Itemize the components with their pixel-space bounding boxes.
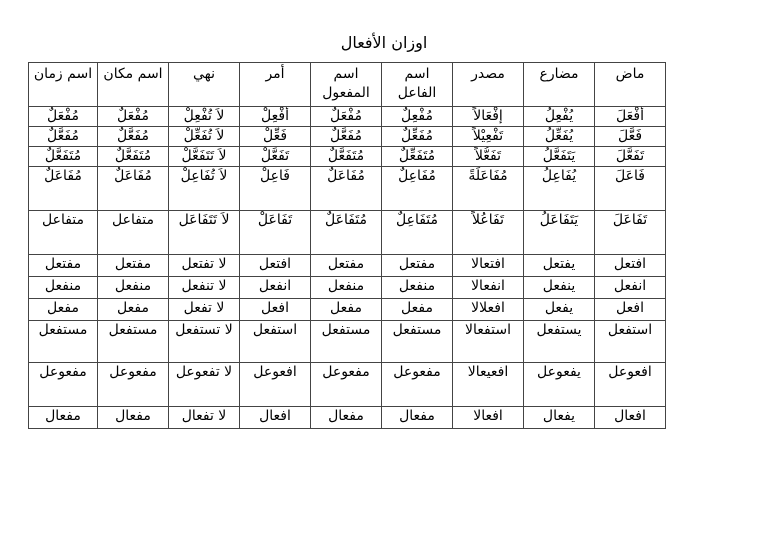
table-cell: مفعل [311, 299, 382, 321]
table-cell: يفتعل [524, 255, 595, 277]
table-header-row [29, 63, 666, 107]
table-cell: فَعَّلَ [595, 127, 666, 147]
table-cell: يَتَفَاعَلُ [524, 211, 595, 255]
table-cell: مُتَفَعَّلٌ [98, 147, 169, 167]
table-cell: لا تفعوعل [169, 363, 240, 407]
table-cell: افعالا [453, 407, 524, 429]
table-cell: لاَ تُفَاعِلْ [169, 167, 240, 211]
table-cell: مستفعل [382, 321, 453, 363]
table-cell: افعال [595, 407, 666, 429]
table-cell: افتعل [240, 255, 311, 277]
header-cell: اسم الفاعل [382, 63, 453, 107]
table-cell: فَعِّلْ [240, 127, 311, 147]
table-cell: تَفَاعَلَ [595, 211, 666, 255]
table-cell: انفعل [240, 277, 311, 299]
table-cell: مفعوعل [98, 363, 169, 407]
table-cell: مفعوعل [29, 363, 98, 407]
table-cell: افتعالا [453, 255, 524, 277]
table-cell: لا تفعل [169, 299, 240, 321]
table-cell: متفاعل [29, 211, 98, 255]
table-cell: انفعالا [453, 277, 524, 299]
table-cell: مُفَاعَلٌ [311, 167, 382, 211]
table-cell: مستفعل [29, 321, 98, 363]
table-cell: متفاعل [98, 211, 169, 255]
table-cell: مفعل [29, 299, 98, 321]
table-cell: افعل [240, 299, 311, 321]
table-cell: يُفَعِّلُ [524, 127, 595, 147]
table-cell: مفعل [382, 299, 453, 321]
table-cell: افعوعل [595, 363, 666, 407]
table-cell: مُفْعَلٌ [311, 107, 382, 127]
table-cell: مفتعل [98, 255, 169, 277]
table-cell: لاَ تَتَفَعَّلْ [169, 147, 240, 167]
table-cell: مُفْعَلٌ [29, 107, 98, 127]
table-cell: افتعل [595, 255, 666, 277]
table-cell: يُفَاعِلُ [524, 167, 595, 211]
table-cell: مفعال [98, 407, 169, 429]
table-cell: لاَ تَتَفَاعَل [169, 211, 240, 255]
table-cell: استفعل [240, 321, 311, 363]
table-cell: تَفَاعَلْ [240, 211, 311, 255]
table-row [29, 127, 666, 147]
table-cell: مفتعل [311, 255, 382, 277]
table-cell: مُفَعَّلٌ [98, 127, 169, 147]
header-cell: أمر [240, 63, 311, 107]
table-cell: مُتَفَاعِلٌ [382, 211, 453, 255]
table-cell: مفتعل [382, 255, 453, 277]
table-cell: مُفَاعَلٌ [98, 167, 169, 211]
table-cell: لا تفتعل [169, 255, 240, 277]
table-cell: يستفعل [524, 321, 595, 363]
table-cell: يُفْعِلُ [524, 107, 595, 127]
table-cell: مفعال [382, 407, 453, 429]
table-cell: يفعال [524, 407, 595, 429]
table-cell: افعلالا [453, 299, 524, 321]
table-cell: مفعال [29, 407, 98, 429]
table-cell: لا تفعال [169, 407, 240, 429]
table-cell: مفعوعل [382, 363, 453, 407]
table-cell: مُفَاعِلٌ [382, 167, 453, 211]
table-cell: مُتَفَعِّلٌ [382, 147, 453, 167]
table-cell: مُفَاعَلَةً [453, 167, 524, 211]
table-cell: أفْعَلَ [595, 107, 666, 127]
table-cell: منفعل [311, 277, 382, 299]
table-cell: مُتَفَعَّلٌ [29, 147, 98, 167]
table-cell: مستفعل [311, 321, 382, 363]
table-row [29, 299, 666, 321]
table-cell: تَفَعَّلَ [595, 147, 666, 167]
header-cell: مصدر [453, 63, 524, 107]
table-row [29, 363, 666, 407]
header-cell: ماض [595, 63, 666, 107]
verb-forms-table [28, 62, 666, 429]
table-row [29, 107, 666, 127]
header-cell: اسم المفعول [311, 63, 382, 107]
table-cell: تَفَعُّلاً [453, 147, 524, 167]
table-cell: استفعل [595, 321, 666, 363]
table-cell: مُفَاعَلٌ [29, 167, 98, 211]
table-cell: مُفَعَّلٌ [29, 127, 98, 147]
table-row [29, 321, 666, 363]
table-cell: يَتَفَعَّلُ [524, 147, 595, 167]
table-cell: مُفْعِلٌ [382, 107, 453, 127]
table-cell: استفعالا [453, 321, 524, 363]
table-row [29, 255, 666, 277]
table-cell: أفْعِلْ [240, 107, 311, 127]
table-cell: افعوعل [240, 363, 311, 407]
table-cell: تَفَعَّلْ [240, 147, 311, 167]
table-cell: مفعال [311, 407, 382, 429]
table-cell: مُفَعِّلٌ [382, 127, 453, 147]
header-cell: اسم زمان [29, 63, 98, 107]
table-cell: مُفَعَّلٌ [311, 127, 382, 147]
table-cell: ينفعل [524, 277, 595, 299]
table-cell: لا تنفعل [169, 277, 240, 299]
table-cell: تَفْعِيْلاً [453, 127, 524, 147]
table-cell: انفعل [595, 277, 666, 299]
table-cell: تَفَاعُلاً [453, 211, 524, 255]
table-cell: مُفْعَلٌ [98, 107, 169, 127]
table-cell: مفتعل [29, 255, 98, 277]
table-cell: مستفعل [98, 321, 169, 363]
table-row [29, 277, 666, 299]
table-row [29, 407, 666, 429]
table-cell: لاَ تُفَعِّلْ [169, 127, 240, 147]
table-cell: افعيعالا [453, 363, 524, 407]
table-cell: يفعوعل [524, 363, 595, 407]
header-cell: اسم مكان [98, 63, 169, 107]
table-cell: إفْعَالاً [453, 107, 524, 127]
table-row [29, 147, 666, 167]
header-cell: مضارع [524, 63, 595, 107]
table-cell: فَاعَلَ [595, 167, 666, 211]
table-cell: افعال [240, 407, 311, 429]
table-cell: مُتَفَاعَلٌ [311, 211, 382, 255]
table-cell: مفعوعل [311, 363, 382, 407]
table-cell: مفعل [98, 299, 169, 321]
table-cell: منفعل [98, 277, 169, 299]
table-cell: لا تستفعل [169, 321, 240, 363]
table-cell: يفعل [524, 299, 595, 321]
table-row [29, 211, 666, 255]
table-cell: فَاعِلْ [240, 167, 311, 211]
table-cell: منفعل [382, 277, 453, 299]
table-cell: مُتَفَعَّلٌ [311, 147, 382, 167]
table-row [29, 167, 666, 211]
table-cell: منفعل [29, 277, 98, 299]
table-cell: لاَ تُفْعِلْ [169, 107, 240, 127]
header-cell: نهي [169, 63, 240, 107]
document-title: اوزان الأفعال [340, 33, 428, 52]
table-body [29, 107, 666, 429]
table-cell: افعل [595, 299, 666, 321]
